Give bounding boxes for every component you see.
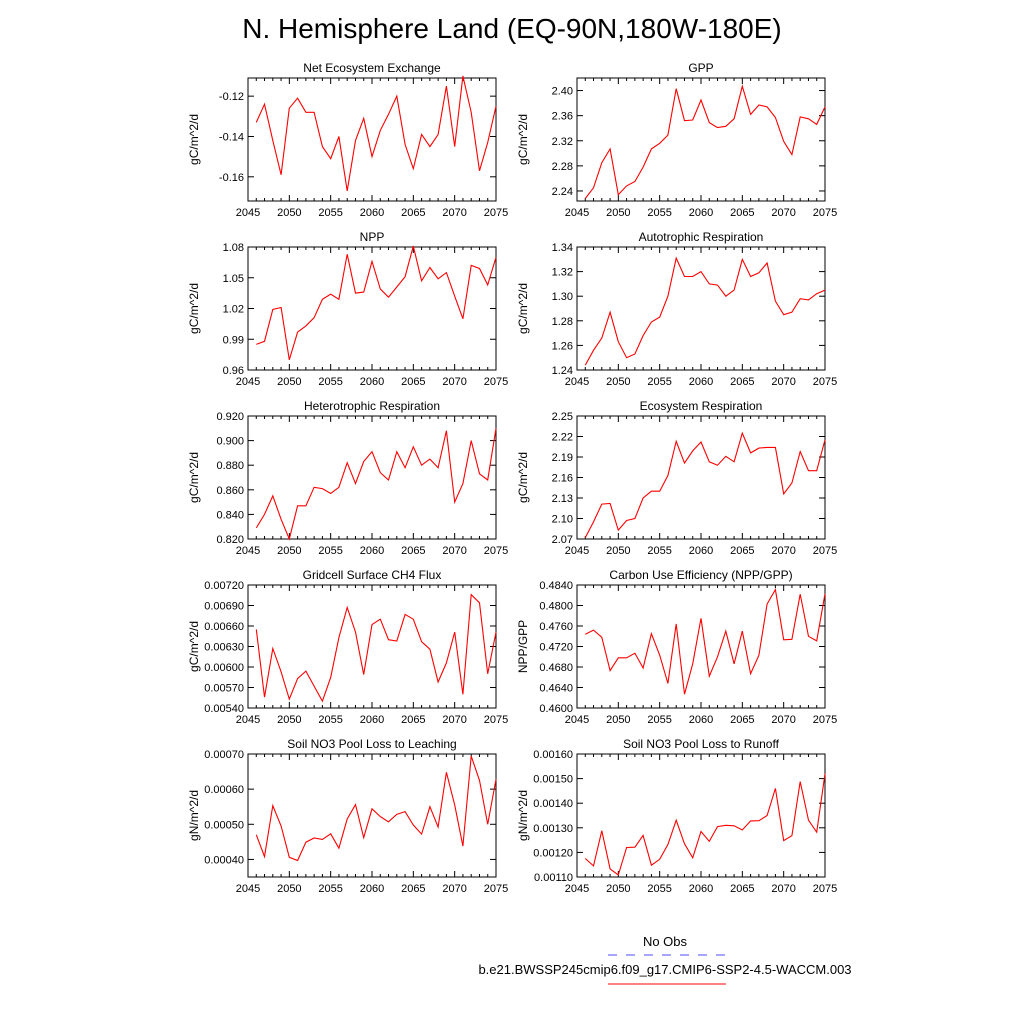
- y-tick-label: 1.30: [551, 291, 573, 304]
- series-line: [256, 756, 496, 860]
- y-tick-label: 0.4640: [539, 682, 573, 695]
- y-tick-label: 2.07: [551, 534, 573, 546]
- y-tick-label: 1.32: [551, 266, 573, 279]
- plot-frame: [577, 754, 825, 877]
- y-tick-label: 1.28: [551, 315, 573, 328]
- y-axis-label: gN/m^2/d: [516, 790, 530, 841]
- y-tick-label: 0.820: [216, 534, 244, 546]
- y-tick-label: 0.00130: [533, 822, 573, 835]
- x-tick-label: 2055: [318, 883, 343, 895]
- y-axis-label: NPP/GPP: [516, 619, 530, 674]
- y-tick-label: 0.4680: [539, 662, 573, 674]
- y-tick-label: 0.900: [216, 435, 244, 448]
- panel-title: NPP: [359, 230, 385, 244]
- x-tick-label: 2060: [359, 207, 385, 219]
- y-tick-label: 0.840: [216, 509, 244, 522]
- y-tick-label: 0.920: [216, 411, 244, 423]
- chart-panel: [187, 61, 508, 219]
- y-tick-label: 0.00110: [534, 872, 573, 884]
- plot-frame: [577, 78, 825, 201]
- x-tick-label: 2075: [483, 545, 509, 557]
- x-tick-label: 2060: [688, 883, 714, 895]
- x-tick-label: 2050: [606, 883, 631, 895]
- x-tick-label: 2075: [812, 883, 838, 895]
- panel-title: Net Ecosystem Exchange: [303, 61, 441, 75]
- y-tick-label: -0.14: [218, 131, 244, 144]
- x-tick-label: 2065: [730, 545, 755, 557]
- y-tick-label: 2.32: [551, 135, 573, 148]
- x-tick-label: 2045: [564, 376, 590, 388]
- legend-model-label: b.e21.BWSSP245cmip6.f09_g17.CMIP6-SSP2-4.5-WACCM.003: [478, 962, 852, 977]
- x-tick-label: 2055: [318, 545, 343, 557]
- x-tick-label: 2045: [235, 376, 261, 388]
- chart-panels: [187, 61, 837, 895]
- x-tick-label: 2065: [401, 714, 426, 726]
- panel-title: Heterotrophic Respiration: [303, 399, 441, 413]
- chart-panel: [516, 737, 837, 895]
- y-tick-label: 0.4800: [539, 600, 573, 613]
- y-tick-label: 2.16: [551, 472, 573, 485]
- y-tick-label: 0.99: [222, 334, 244, 347]
- x-tick-label: 2050: [606, 545, 631, 557]
- x-tick-label: 2065: [730, 883, 755, 895]
- panel-title: Ecosystem Respiration: [639, 399, 763, 413]
- x-tick-label: 2060: [688, 545, 714, 557]
- chart-panel: [187, 737, 508, 895]
- series-line: [256, 595, 496, 702]
- y-tick-label: 0.00150: [533, 773, 573, 786]
- y-tick-label: 0.00120: [533, 847, 573, 860]
- y-tick-label: 1.08: [222, 242, 244, 254]
- y-tick-label: 1.05: [222, 272, 244, 285]
- x-tick-label: 2075: [483, 376, 509, 388]
- x-tick-label: 2055: [647, 545, 672, 557]
- x-tick-label: 2070: [442, 545, 467, 557]
- plot-frame: [577, 247, 825, 370]
- x-tick-label: 2070: [442, 376, 467, 388]
- x-tick-label: 2045: [235, 207, 261, 219]
- panel-title: Soil NO3 Pool Loss to Runoff: [623, 737, 779, 751]
- legend-obs-label: No Obs: [642, 934, 688, 949]
- chart-panel: [187, 399, 508, 557]
- y-tick-label: 0.00630: [204, 641, 244, 654]
- y-tick-label: 1.24: [551, 365, 573, 377]
- y-tick-label: 0.00160: [533, 749, 573, 761]
- plot-frame: [248, 585, 496, 708]
- x-tick-label: 2055: [647, 376, 672, 388]
- x-tick-label: 2070: [442, 207, 467, 219]
- y-tick-label: 0.860: [216, 484, 244, 497]
- x-tick-label: 2075: [483, 714, 509, 726]
- y-tick-label: -0.12: [218, 91, 244, 104]
- chart-panel: [187, 568, 508, 726]
- panel-title: GPP: [688, 61, 714, 75]
- y-tick-label: 0.00600: [204, 662, 244, 674]
- x-tick-label: 2070: [771, 714, 796, 726]
- y-tick-label: 2.36: [551, 110, 573, 123]
- x-tick-label: 2065: [401, 207, 426, 219]
- x-tick-label: 2055: [647, 883, 672, 895]
- x-tick-label: 2075: [812, 207, 838, 219]
- y-axis-label: gC/m^2/d: [187, 114, 201, 165]
- x-tick-label: 2070: [442, 714, 467, 726]
- x-tick-label: 2050: [277, 545, 302, 557]
- x-tick-label: 2060: [359, 376, 385, 388]
- y-tick-label: 1.02: [222, 303, 244, 316]
- y-tick-label: 0.00050: [204, 819, 244, 832]
- y-tick-label: 0.00660: [204, 621, 244, 633]
- panel-title: Gridcell Surface CH4 Flux: [302, 568, 442, 582]
- y-axis-label: gC/m^2/d: [516, 114, 530, 165]
- x-tick-label: 2050: [606, 376, 631, 388]
- y-tick-label: 0.00720: [204, 580, 244, 592]
- x-tick-label: 2055: [318, 376, 343, 388]
- y-axis-label: gC/m^2/d: [187, 283, 201, 334]
- y-tick-label: 2.22: [551, 431, 573, 444]
- y-tick-label: 0.00140: [533, 798, 573, 811]
- series-line: [256, 428, 496, 539]
- x-tick-label: 2060: [359, 545, 385, 557]
- y-tick-label: 2.10: [551, 513, 573, 526]
- y-tick-label: 0.880: [216, 460, 244, 473]
- y-tick-label: 0.4760: [539, 621, 573, 633]
- x-tick-label: 2050: [606, 714, 631, 726]
- y-axis-label: gC/m^2/d: [516, 283, 530, 334]
- y-tick-label: -0.16: [218, 171, 244, 184]
- x-tick-label: 2070: [771, 883, 796, 895]
- x-tick-label: 2070: [771, 376, 796, 388]
- y-tick-label: 0.00690: [204, 600, 244, 613]
- x-tick-label: 2055: [318, 207, 343, 219]
- x-tick-label: 2045: [235, 545, 261, 557]
- y-tick-label: 0.4840: [539, 580, 573, 592]
- y-tick-label: 1.26: [551, 340, 573, 353]
- y-tick-label: 2.19: [551, 452, 573, 464]
- x-tick-label: 2050: [277, 714, 302, 726]
- series-line: [585, 590, 825, 695]
- y-axis-label: gC/m^2/d: [187, 621, 201, 672]
- y-tick-label: 2.25: [551, 411, 573, 423]
- x-tick-label: 2065: [730, 207, 755, 219]
- x-tick-label: 2045: [564, 883, 590, 895]
- y-axis-label: gN/m^2/d: [187, 790, 201, 841]
- series-line: [256, 246, 496, 360]
- chart-panel: [516, 61, 837, 219]
- x-tick-label: 2065: [401, 376, 426, 388]
- y-tick-label: 2.28: [551, 160, 573, 173]
- y-tick-label: 0.00070: [204, 749, 244, 761]
- plot-frame: [577, 585, 825, 708]
- x-tick-label: 2045: [235, 714, 261, 726]
- x-tick-label: 2060: [359, 883, 385, 895]
- x-tick-label: 2075: [483, 207, 509, 219]
- x-tick-label: 2055: [318, 714, 343, 726]
- plot-frame: [248, 416, 496, 539]
- x-tick-label: 2070: [771, 545, 796, 557]
- x-tick-label: 2065: [401, 545, 426, 557]
- panel-title: Autotrophic Respiration: [638, 230, 764, 244]
- plot-frame: [248, 754, 496, 877]
- series-line: [256, 76, 496, 191]
- y-tick-label: 1.34: [551, 242, 573, 254]
- series-line: [585, 774, 825, 875]
- x-tick-label: 2060: [688, 714, 714, 726]
- x-tick-label: 2045: [235, 883, 261, 895]
- panel-title: Soil NO3 Pool Loss to Leaching: [287, 737, 457, 751]
- y-tick-label: 0.4600: [539, 703, 573, 715]
- x-tick-label: 2045: [564, 714, 590, 726]
- x-tick-label: 2050: [277, 376, 302, 388]
- x-tick-label: 2055: [647, 207, 672, 219]
- x-tick-label: 2065: [730, 376, 755, 388]
- panel-title: Carbon Use Efficiency (NPP/GPP): [609, 568, 793, 582]
- x-tick-label: 2065: [401, 883, 426, 895]
- y-tick-label: 0.96: [222, 365, 244, 377]
- y-tick-label: 0.00570: [204, 682, 244, 695]
- chart-panel: [516, 399, 837, 557]
- y-tick-label: 2.40: [551, 85, 573, 98]
- x-tick-label: 2070: [771, 207, 796, 219]
- x-tick-label: 2075: [812, 376, 838, 388]
- x-tick-label: 2060: [688, 207, 714, 219]
- x-tick-label: 2075: [812, 545, 838, 557]
- x-tick-label: 2045: [564, 207, 590, 219]
- y-tick-label: 0.4720: [539, 641, 573, 654]
- x-tick-label: 2060: [359, 714, 385, 726]
- y-tick-label: 2.24: [551, 185, 573, 198]
- plot-frame: [577, 416, 825, 539]
- series-line: [585, 258, 825, 365]
- chart-panel: [187, 230, 508, 388]
- figure-title: N. Hemisphere Land (EQ-90N,180W-180E): [242, 13, 782, 44]
- x-tick-label: 2075: [483, 883, 509, 895]
- series-line: [585, 86, 825, 198]
- x-tick-label: 2050: [277, 207, 302, 219]
- chart-panel: [516, 230, 837, 388]
- x-tick-label: 2055: [647, 714, 672, 726]
- legend: [478, 934, 851, 984]
- x-tick-label: 2050: [606, 207, 631, 219]
- x-tick-label: 2075: [812, 714, 838, 726]
- y-axis-label: gC/m^2/d: [187, 452, 201, 503]
- y-tick-label: 0.00060: [204, 784, 244, 797]
- y-axis-label: gC/m^2/d: [516, 452, 530, 503]
- x-tick-label: 2070: [442, 883, 467, 895]
- y-tick-label: 0.00040: [204, 854, 244, 867]
- x-tick-label: 2060: [688, 376, 714, 388]
- y-tick-label: 2.13: [551, 493, 573, 505]
- chart-panel: [516, 568, 837, 726]
- x-tick-label: 2050: [277, 883, 302, 895]
- x-tick-label: 2065: [730, 714, 755, 726]
- series-line: [585, 433, 825, 537]
- y-tick-label: 0.00540: [204, 703, 244, 715]
- x-tick-label: 2045: [564, 545, 590, 557]
